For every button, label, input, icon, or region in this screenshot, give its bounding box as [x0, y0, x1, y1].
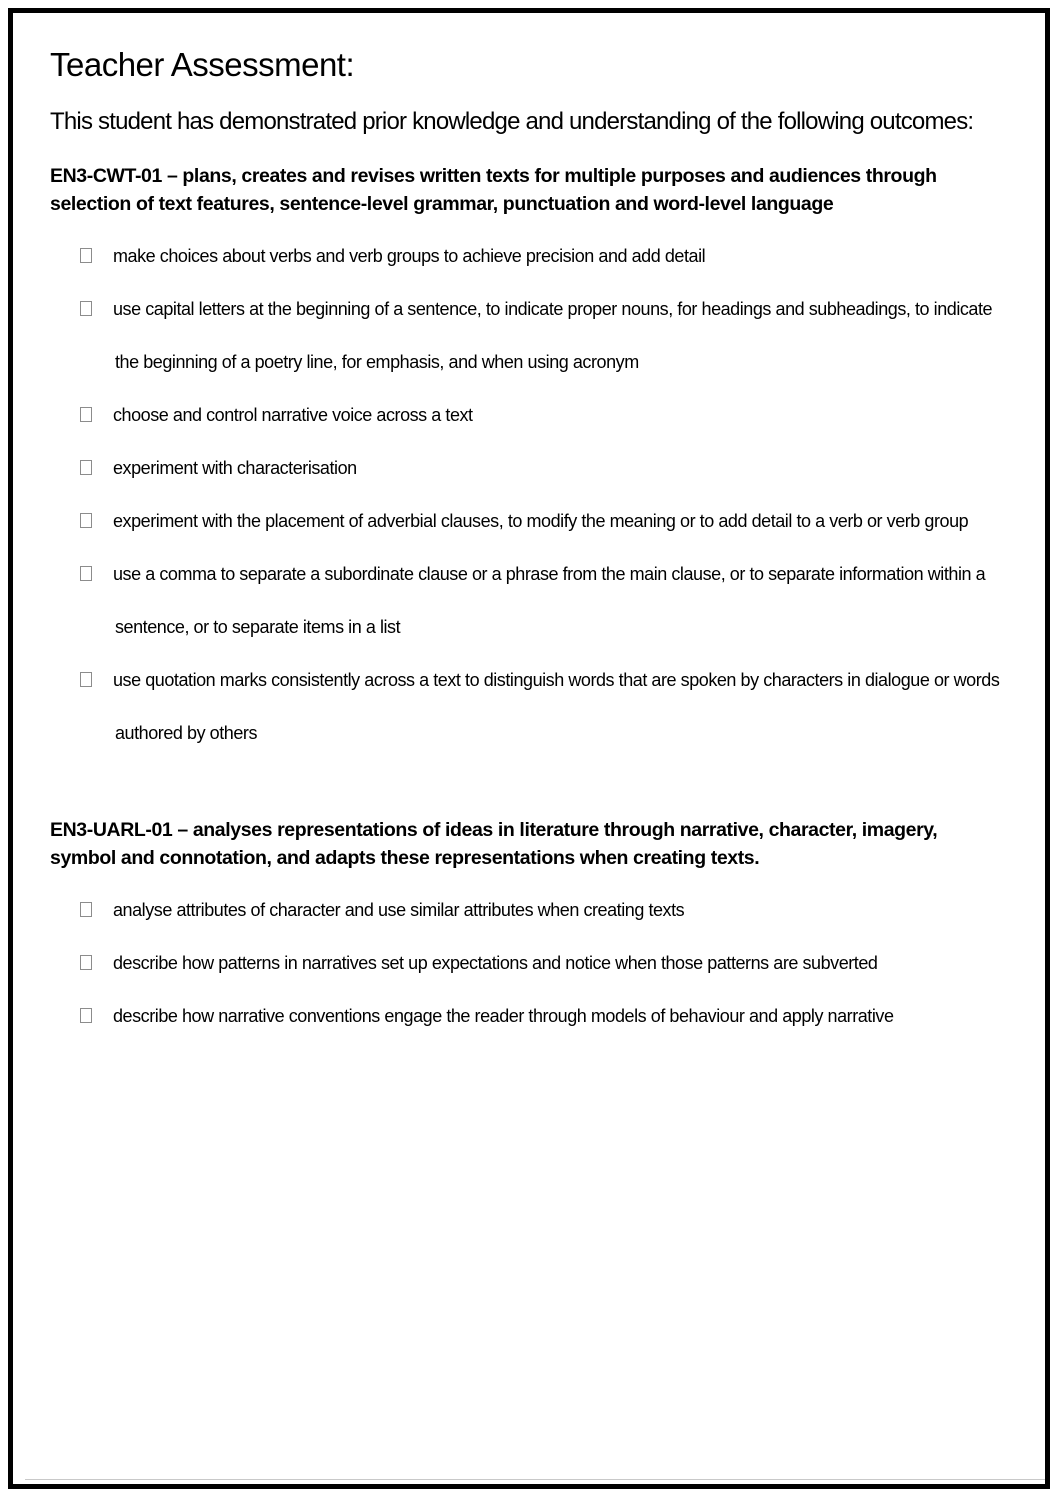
outcome-item: [50, 495, 1002, 548]
unchecked-checkbox-icon[interactable]: [80, 1008, 92, 1023]
unchecked-checkbox-icon[interactable]: [80, 902, 92, 917]
outcome-item-text: analyse attributes of character and use similar attributes when creating texts: [113, 900, 685, 920]
unchecked-checkbox-icon[interactable]: [80, 513, 92, 528]
outcome-item-text: make choices about verbs and verb groups to achieve precision and add detail: [113, 246, 706, 266]
outcome-list-en3-cwt-01: [50, 230, 1002, 760]
unchecked-checkbox-icon[interactable]: [80, 955, 92, 970]
outcome-heading-en3-cwt-01: EN3-CWT-01 – plans, creates and revises written texts for multiple purposes and audiences through selection of text features, sentence-level grammar, punctuation and word-level language: [50, 165, 937, 215]
outcome-item: [50, 548, 1002, 654]
page-content: [13, 13, 1045, 1484]
outcome-item-text: use capital letters at the beginning of a sentence, to indicate proper nouns, for headings and subheadings, to indicate the beginning of a poetry line, for emphasis, and when using acronym: [113, 299, 993, 372]
page-border: [8, 8, 1050, 1489]
outcome-item: [50, 230, 1002, 283]
outcome-item: [50, 937, 1002, 990]
outcome-item-text: describe how narrative conventions engage the reader through models of behaviour and apply narrative: [113, 1006, 894, 1026]
outcome-list-en3-uarl-01: [50, 884, 1002, 1043]
outcome-item-text: choose and control narrative voice across a text: [113, 405, 473, 425]
outcome-item: [50, 990, 1002, 1043]
outcome-item: [50, 442, 1002, 495]
unchecked-checkbox-icon[interactable]: [80, 301, 92, 316]
outcome-item: [50, 884, 1002, 937]
unchecked-checkbox-icon[interactable]: [80, 407, 92, 422]
unchecked-checkbox-icon[interactable]: [80, 460, 92, 475]
outcome-item: [50, 283, 1002, 389]
page-title: Teacher Assessment:: [50, 46, 355, 83]
page-subtitle: This student has demonstrated prior knowledge and understanding of the following outcomes:: [50, 108, 974, 135]
outcome-item: [50, 654, 1002, 760]
outcome-item-text: use a comma to separate a subordinate clause or a phrase from the main clause, or to separate information within a sentence, or to separate items in a list: [113, 564, 986, 637]
outcome-item-text: experiment with characterisation: [113, 458, 357, 478]
unchecked-checkbox-icon[interactable]: [80, 248, 92, 263]
unchecked-checkbox-icon[interactable]: [80, 566, 92, 581]
outcome-item-text: experiment with the placement of adverbial clauses, to modify the meaning or to add detail to a verb or verb group: [113, 511, 969, 531]
outcome-item-text: describe how patterns in narratives set up expectations and notice when those patterns are subverted: [113, 953, 878, 973]
unchecked-checkbox-icon[interactable]: [80, 672, 92, 687]
outcome-heading-en3-uarl-01: EN3-UARL-01 – analyses representations of ideas in literature through narrative, character, imagery, symbol and connotation, and adapts these representations when creating texts.: [50, 819, 938, 869]
outcome-item-text: use quotation marks consistently across a text to distinguish words that are spoken by characters in dialogue or words authored by others: [113, 670, 1000, 743]
outcome-item: [50, 389, 1002, 442]
